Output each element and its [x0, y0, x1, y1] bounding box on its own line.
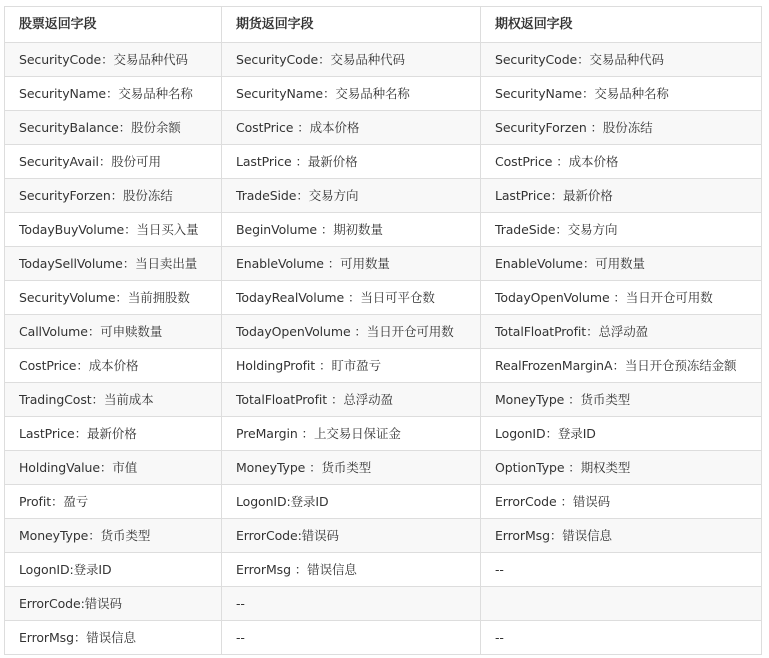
table-row [5, 281, 762, 315]
table-row [5, 519, 762, 553]
futures-field-cell: ErrorCode:错误码 [222, 519, 481, 553]
options-field-cell: MoneyType ：货币类型 [481, 383, 762, 417]
options-field-cell: EnableVolume：可用数量 [481, 247, 762, 281]
stock-field-cell: SecurityForzen：股份冻结 [5, 179, 222, 213]
options-field-cell: SecurityForzen ：股份冻结 [481, 111, 762, 145]
table-row [5, 247, 762, 281]
table-row [5, 383, 762, 417]
futures-field-cell: SecurityName：交易品种名称 [222, 77, 481, 111]
stock-field-cell: SecurityAvail：股份可用 [5, 145, 222, 179]
table-body [5, 43, 762, 655]
return-fields-table [4, 6, 762, 655]
options-field-cell: OptionType ：期权类型 [481, 451, 762, 485]
futures-field-cell: -- [222, 621, 481, 655]
table-row [5, 43, 762, 77]
table-row [5, 145, 762, 179]
options-field-cell: SecurityName：交易品种名称 [481, 77, 762, 111]
table-row [5, 111, 762, 145]
table-row [5, 315, 762, 349]
futures-field-cell: BeginVolume ：期初数量 [222, 213, 481, 247]
stock-field-cell: LogonID:登录ID [5, 553, 222, 587]
table-row [5, 485, 762, 519]
header-stock-fields: 股票返回字段 [5, 7, 222, 43]
options-field-cell [481, 587, 762, 621]
header-futures-fields: 期货返回字段 [222, 7, 481, 43]
futures-field-cell: -- [222, 587, 481, 621]
options-field-cell: SecurityCode：交易品种代码 [481, 43, 762, 77]
futures-field-cell: SecurityCode：交易品种代码 [222, 43, 481, 77]
stock-field-cell: ErrorMsg：错误信息 [5, 621, 222, 655]
options-field-cell: CostPrice ：成本价格 [481, 145, 762, 179]
table-row [5, 451, 762, 485]
header-options-fields: 期权返回字段 [481, 7, 762, 43]
table-row [5, 553, 762, 587]
stock-field-cell: LastPrice：最新价格 [5, 417, 222, 451]
futures-field-cell: ErrorMsg ：错误信息 [222, 553, 481, 587]
table-row [5, 213, 762, 247]
options-field-cell: -- [481, 553, 762, 587]
futures-field-cell: LogonID:登录ID [222, 485, 481, 519]
table-row [5, 349, 762, 383]
stock-field-cell: SecurityCode：交易品种代码 [5, 43, 222, 77]
stock-field-cell: TodaySellVolume：当日卖出量 [5, 247, 222, 281]
stock-field-cell: CostPrice：成本价格 [5, 349, 222, 383]
options-field-cell: TradeSide：交易方向 [481, 213, 762, 247]
table-header [5, 7, 762, 43]
stock-field-cell: SecurityBalance：股份余额 [5, 111, 222, 145]
table-row [5, 77, 762, 111]
stock-field-cell: TradingCost：当前成本 [5, 383, 222, 417]
futures-field-cell: CostPrice ：成本价格 [222, 111, 481, 145]
header-row [5, 7, 762, 43]
futures-field-cell: TodayRealVolume ：当日可平仓数 [222, 281, 481, 315]
stock-field-cell: HoldingValue：市值 [5, 451, 222, 485]
futures-field-cell: EnableVolume ：可用数量 [222, 247, 481, 281]
futures-field-cell: LastPrice ：最新价格 [222, 145, 481, 179]
options-field-cell: LastPrice：最新价格 [481, 179, 762, 213]
stock-field-cell: TodayBuyVolume：当日买入量 [5, 213, 222, 247]
stock-field-cell: SecurityName：交易品种名称 [5, 77, 222, 111]
options-field-cell: RealFrozenMarginA：当日开仓预冻结金额 [481, 349, 762, 383]
options-field-cell: ErrorCode ：错误码 [481, 485, 762, 519]
stock-field-cell: SecurityVolume：当前拥股数 [5, 281, 222, 315]
stock-field-cell: ErrorCode:错误码 [5, 587, 222, 621]
futures-field-cell: TotalFloatProfit ：总浮动盈 [222, 383, 481, 417]
stock-field-cell: MoneyType：货币类型 [5, 519, 222, 553]
stock-field-cell: CallVolume：可申赎数量 [5, 315, 222, 349]
futures-field-cell: TodayOpenVolume ：当日开仓可用数 [222, 315, 481, 349]
options-field-cell: TotalFloatProfit：总浮动盈 [481, 315, 762, 349]
options-field-cell: -- [481, 621, 762, 655]
futures-field-cell: HoldingProfit ：盯市盈亏 [222, 349, 481, 383]
table-row [5, 179, 762, 213]
table-row [5, 587, 762, 621]
stock-field-cell: Profit：盈亏 [5, 485, 222, 519]
futures-field-cell: PreMargin ：上交易日保证金 [222, 417, 481, 451]
options-field-cell: LogonID：登录ID [481, 417, 762, 451]
options-field-cell: ErrorMsg：错误信息 [481, 519, 762, 553]
futures-field-cell: MoneyType ：货币类型 [222, 451, 481, 485]
table-row [5, 417, 762, 451]
table-row [5, 621, 762, 655]
options-field-cell: TodayOpenVolume ：当日开仓可用数 [481, 281, 762, 315]
futures-field-cell: TradeSide：交易方向 [222, 179, 481, 213]
